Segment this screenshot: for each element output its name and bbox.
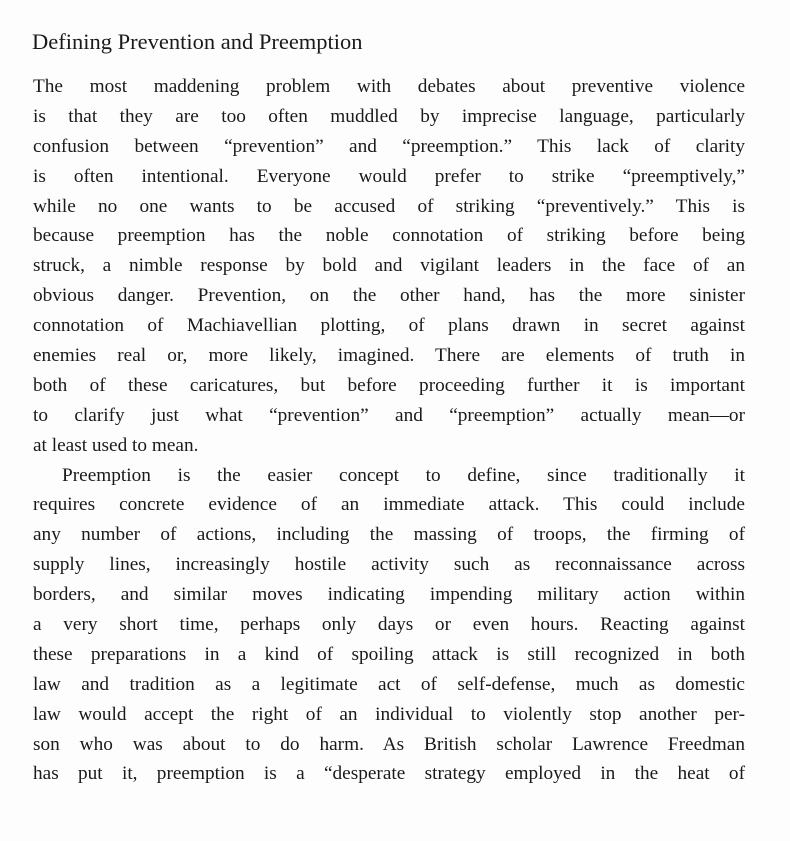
text-line: these preparations in a kind of spoiling attack is still recognized in both [33, 643, 745, 665]
text-line: supply lines, increasingly hostile activity such as reconnaissance across [33, 554, 745, 576]
text-line: while no one wants to be accused of striking “preventively.” This is [33, 195, 745, 217]
section-heading: Defining Prevention and Preemption [32, 29, 363, 54]
text-line: law would accept the right of an individual to violently stop another per- [33, 703, 745, 725]
text-line: requires concrete evidence of an immediate attack. This could include [33, 494, 745, 516]
text-line: any number of actions, including the massing of troops, the firming of [33, 524, 745, 546]
text-line: Preemption is the easier concept to define, since traditionally it [62, 464, 745, 486]
text-line: struck, a nimble response by bold and vigilant leaders in the face of an [33, 255, 745, 277]
text-line: enemies real or, more likely, imagined. There are elements of truth in [33, 345, 745, 367]
paragraph-1 [33, 72, 745, 461]
text-line: a very short time, perhaps only days or even hours. Reacting against [33, 614, 745, 636]
text-line: confusion between “prevention” and “preemption.” This lack of clarity [33, 135, 745, 157]
text-line: is that they are too often muddled by imprecise language, particularly [33, 105, 745, 127]
text-line: both of these caricatures, but before proceeding further it is important [33, 374, 745, 396]
text-line: obvious danger. Prevention, on the other hand, has the more sinister [33, 285, 745, 307]
text-line: because preemption has the noble connotation of striking before being [33, 225, 745, 247]
body-text [33, 72, 745, 789]
text-line: connotation of Machiavellian plotting, of plans drawn in secret against [33, 315, 745, 337]
text-line: law and tradition as a legitimate act of self-defense, much as domestic [33, 673, 745, 695]
paragraph-2 [33, 461, 745, 790]
text-line: borders, and similar moves indicating impending military action within [33, 584, 745, 606]
text-line: The most maddening problem with debates about preventive violence [33, 76, 745, 97]
text-line: is often intentional. Everyone would prefer to strike “preemptively,” [33, 165, 745, 187]
text-line: has put it, preemption is a “desperate strategy employed in the heat of [33, 763, 745, 785]
text-line: to clarify just what “prevention” and “preemption” actually mean—or [33, 404, 745, 426]
text-line: son who was about to do harm. As British scholar Lawrence Freedman [33, 733, 745, 755]
text-line: at least used to mean. [33, 434, 199, 456]
